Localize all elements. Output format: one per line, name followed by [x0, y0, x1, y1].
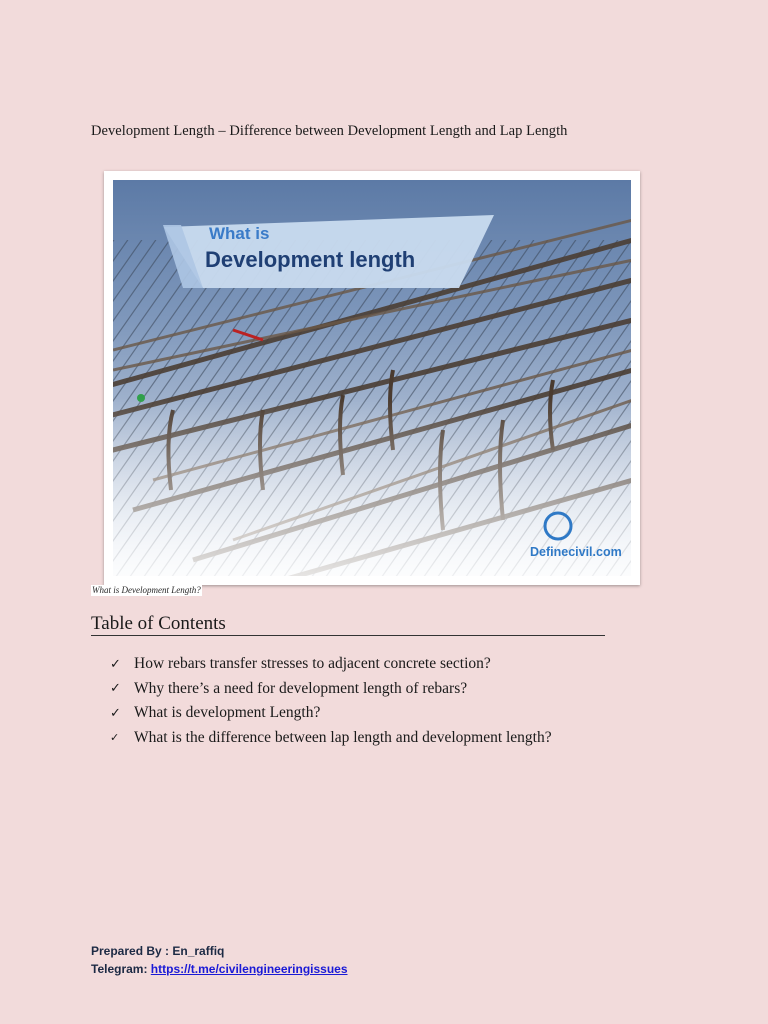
prepared-by-text: Prepared By : En_raffiq	[91, 944, 225, 958]
telegram-label: Telegram:	[91, 962, 151, 976]
overlay-development-length-text: Development length	[205, 247, 416, 272]
brand-watermark: Definecivil.com	[530, 545, 622, 559]
toc-item	[110, 726, 552, 751]
toc-item	[110, 701, 552, 726]
toc-item	[110, 652, 552, 677]
overlay-what-is-text: What is	[209, 224, 270, 243]
toc-item-text: How rebars transfer stresses to adjacent concrete section?	[134, 655, 491, 673]
toc-heading: Table of Contents	[91, 613, 605, 636]
toc-item-text: What is the difference between lap length and development length?	[134, 728, 552, 746]
telegram-link[interactable]: https://t.me/civilengineeringissues	[150, 962, 348, 976]
figure-frame	[104, 171, 640, 585]
checkmark-icon: ✓	[110, 731, 120, 745]
checkmark-icon: ✓	[110, 705, 121, 721]
toc-list	[110, 652, 552, 750]
toc-item-text: What is development Length?	[134, 704, 321, 722]
toc-item	[110, 677, 552, 702]
toc-item-text: Why there’s a need for development length of rebars?	[134, 679, 468, 697]
checkmark-icon: ✓	[110, 681, 121, 697]
telegram-line	[91, 960, 348, 978]
figure-caption: What is Development Length?	[92, 585, 201, 595]
footer	[91, 942, 348, 978]
rebar-photo-graphic	[113, 180, 631, 576]
rebar-photo	[113, 180, 631, 576]
checkmark-icon: ✓	[110, 656, 121, 672]
document-title: Development Length – Difference between Development Length and Lap Length	[91, 123, 568, 139]
